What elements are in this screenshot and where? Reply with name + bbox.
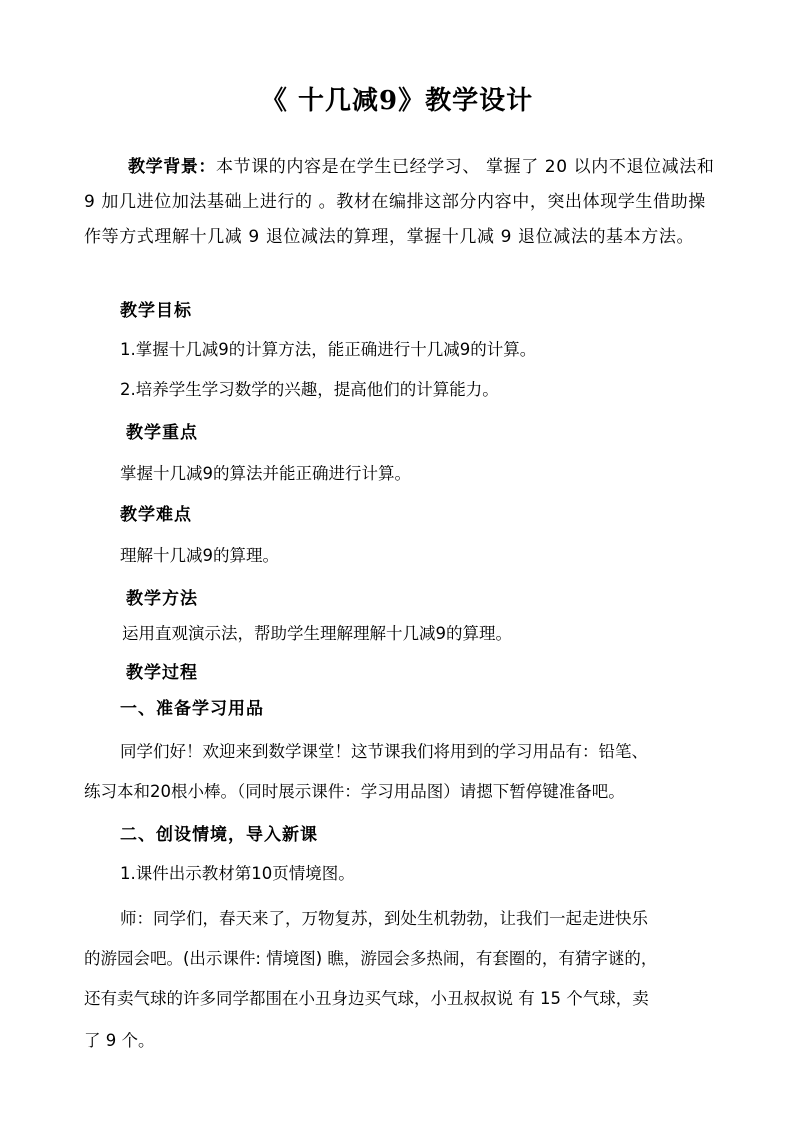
key-point-heading: 教学重点 (126, 423, 198, 443)
difficulty-text: 理解十几减9的算理。 (120, 546, 279, 565)
section2-line-1: 师：同学们，春天来了，万物复苏，到处生机勃勃，让我们一起走进快乐 (120, 909, 648, 928)
goal-item-2: 2.培养学生学习数学的兴趣，提高他们的计算能力。 (120, 380, 499, 399)
section2-line-4: 了 9 个。 (84, 1031, 155, 1050)
method-heading: 教学方法 (126, 589, 198, 609)
method-text: 运用直观演示法，帮助学生理解理解十几减9的算理。 (122, 624, 512, 643)
goals-heading: 教学目标 (120, 301, 192, 321)
section2-line-2: 的游园会吧。(出示课件: 情境图) 瞧，游园会多热闹，有套圈的，有猜字谜的， (84, 949, 658, 968)
document-title: 《 十几减9》教学设计 (260, 86, 534, 116)
section2-heading: 二、创设情境，导入新课 (120, 825, 318, 845)
background-paragraph (84, 150, 716, 255)
process-heading: 教学过程 (126, 663, 198, 683)
section2-item-1: 1.课件出示教材第10页情境图。 (120, 864, 355, 883)
section1-heading: 一、准备学习用品 (120, 699, 264, 719)
section1-line-2: 练习本和20根小棒。（同时展示课件：学习用品图）请摁下暂停键准备吧。 (84, 782, 625, 801)
goal-item-1: 1.掌握十几减9的计算方法，能正确进行十几减9的计算。 (120, 340, 537, 359)
background-text: 本节课的内容是在学生已经学习、 掌握了 20 以内不退位减法和 9 加几进位加法基础上进行的 。教材在编排这部分内容中，突出体现学生借助操作等方式理解十几减 9 退位减法的算理，掌握十几减 9 退位减法的基本方法。 (84, 157, 715, 247)
background-label: 教学背景： (128, 157, 216, 177)
difficulty-heading: 教学难点 (120, 505, 192, 525)
section1-line-1: 同学们好！欢迎来到数学课堂！这节课我们将用到的学习用品有：铅笔、 (120, 742, 648, 761)
section2-line-3: 还有卖气球的许多同学都围在小丑身边买气球，小丑叔叔说 有 15 个气球，卖 (84, 989, 649, 1008)
key-point-text: 掌握十几减9的算法并能正确进行计算。 (120, 464, 411, 483)
